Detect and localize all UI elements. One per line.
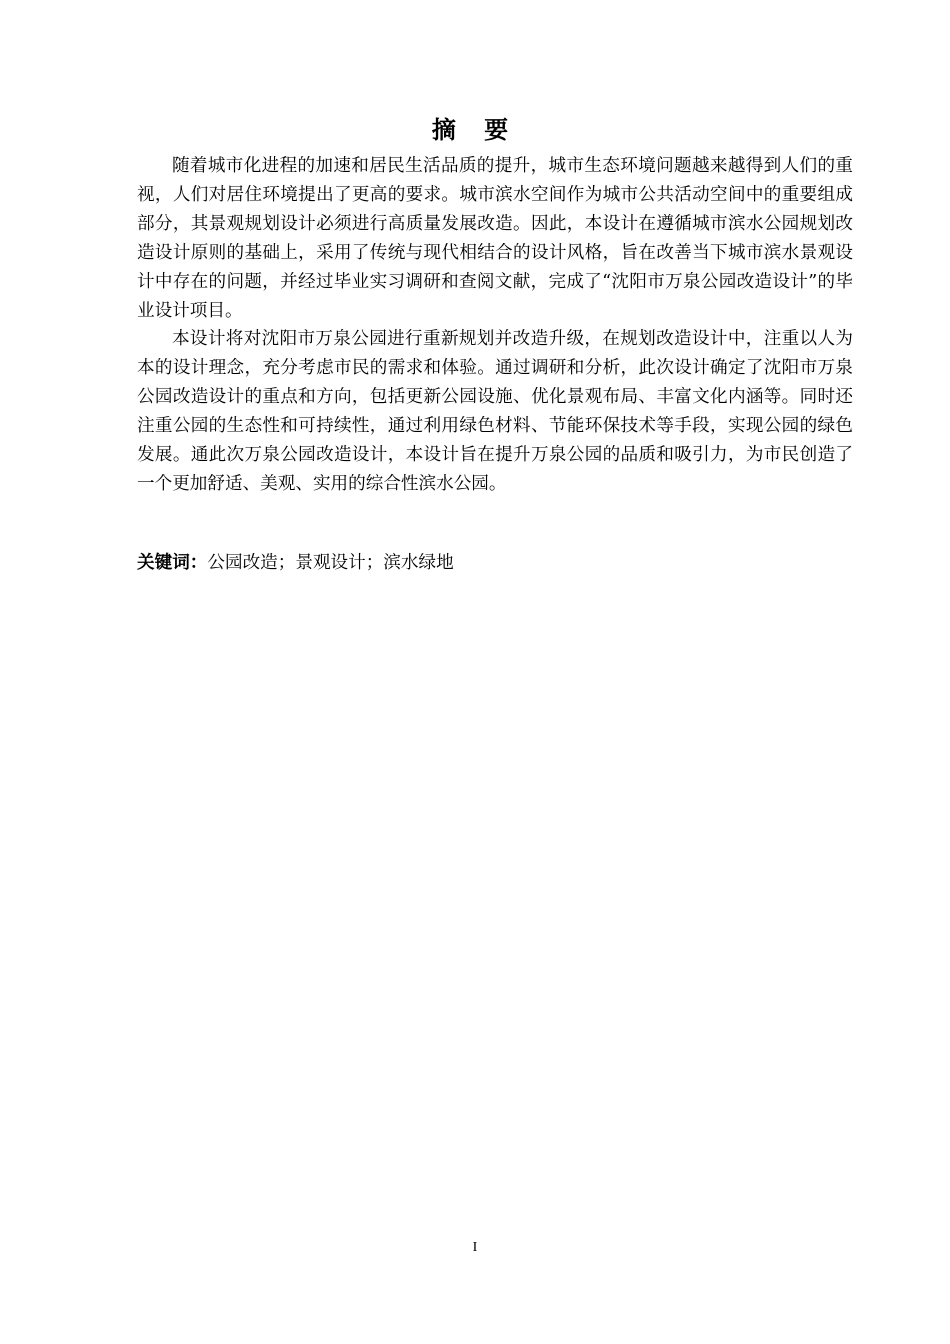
keywords-label: 关键词： <box>137 553 208 573</box>
page-number: I <box>472 1240 478 1255</box>
abstract-paragraph-2: 本设计将对沈阳市万泉公园进行重新规划并改造升级，在规划改造设计中，注重以人为本的设计理念，充分考虑市民的需求和体验。通过调研和分析，此次设计确定了沈阳市万泉公园改造设计的重点和方向，包括更新公园设施、优化景观布局、丰富文化内涵等。同时还注重公园的生态性和可持续性，通过利用绿色材料、节能环保技术等手段，实现公园的绿色发展。通此次万泉公园改造设计，本设计旨在提升万泉公园的品质和吸引力，为市民创造了一个更加舒适、美观、实用的综合性滨水公园。 <box>137 329 853 494</box>
keywords-list: 公园改造；景观设计；滨水绿地 <box>207 553 454 573</box>
abstract-body <box>137 152 853 499</box>
abstract-paragraph-1: 随着城市化进程的加速和居民生活品质的提升，城市生态环境问题越来越得到人们的重视，人们对居住环境提出了更高的要求。城市滨水空间作为城市公共活动空间中的重要组成部分，其景观规划设计必须进行高质量发展改造。因此，本设计在遵循城市滨水公园规划改造设计原则的基础上，采用了传统与现代相结合的设计风格，旨在改善当下城市滨水景观设计中存在的问题，并经过毕业实习调研和查阅文献，完成了“沈阳市万泉公园改造设计”的毕业设计项目。 <box>137 156 853 321</box>
keywords-line <box>137 549 853 577</box>
abstract-title: 摘 要 <box>431 116 519 144</box>
